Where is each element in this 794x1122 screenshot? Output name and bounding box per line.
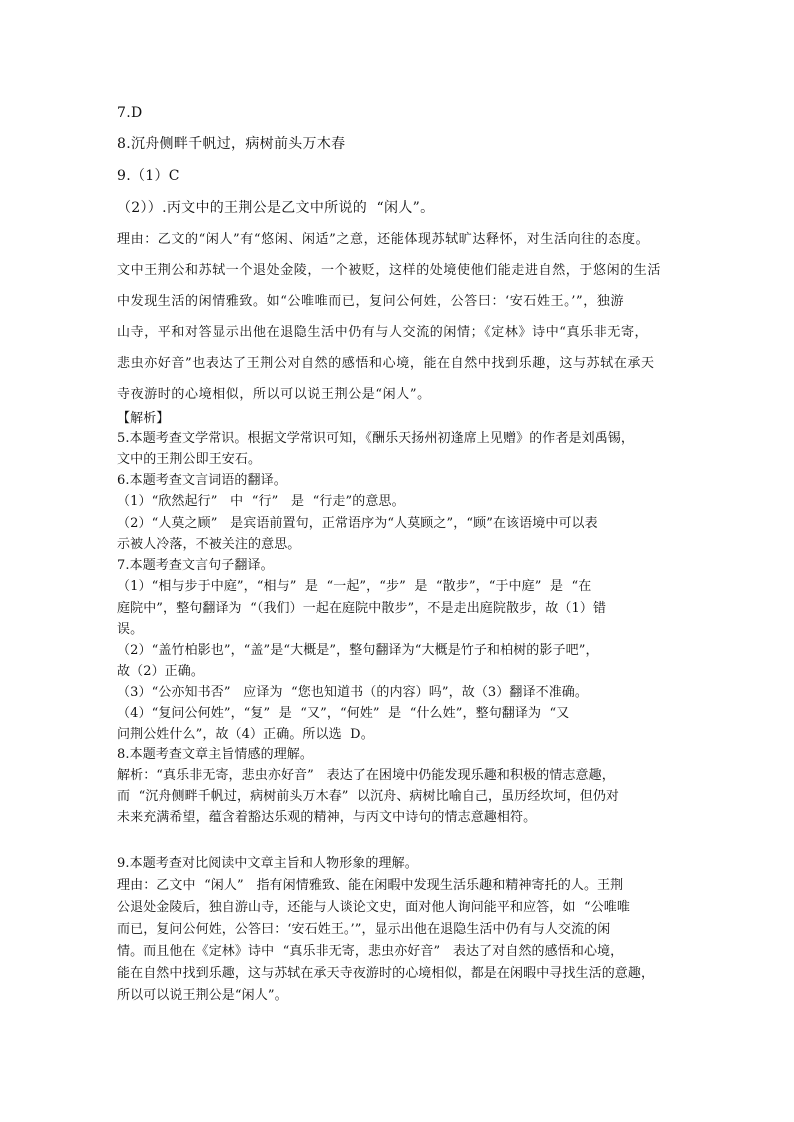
answer-8: 8.沉舟侧畔千帆过，病树前头万木春: [117, 136, 346, 152]
analysis-line: 故（2）正确。: [117, 664, 204, 679]
analysis-line: （1）“欣然起行” 中 “行” 是 “行走”的意思。: [117, 494, 405, 509]
analysis-line: 解析：“真乐非无寄，悲虫亦好音” 表达了在困境中仍能发现乐趣和积极的情志意趣，: [117, 768, 615, 783]
analysis-line: 庭院中”，整句翻译为 “（我们）一起在庭院中散步”，不是走出庭院散步，故（1）错: [117, 601, 607, 616]
analysis-line: （4）“复问公何姓”，“复” 是 “又”，“何姓” 是 “什么姓”，整句翻译为 “又: [117, 706, 570, 721]
analysis-line: 未来充满希望，蕴含着豁达乐观的精神，与丙文中诗句的情志意趣相符。: [117, 810, 537, 825]
analysis-9-line: 能在自然中找到乐趣，这与苏轼在承天寺夜游时的心境相似，都是在闲暇中寻找生活的意趣，: [117, 966, 655, 981]
analysis-9-line: 所以可以说王荆公是“闲人”。: [117, 988, 288, 1003]
analysis-line: （2）“人莫之顾” 是宾语前置句，正常语序为“人莫顾之”，“顾”在该语境中可以表: [117, 516, 598, 531]
analysis-9-line: 而已，复问公何姓，公答曰：‘安石姓王。’”，显示出他在退隐生活中仍有与人交流的闲: [117, 922, 611, 937]
analysis-line: 问荆公姓什么”，故（4）正确。所以选 D。: [117, 727, 374, 742]
analysis-line: 8.本题考查文章主旨情感的理解。: [117, 747, 314, 762]
analysis-9-line: 理由：乙文中 “闲人” 指有闲情雅致、能在闲暇中发现生活乐趣和精神寄托的人。王荆: [117, 878, 624, 893]
answer-7: 7.D: [117, 105, 143, 121]
answer-9-1: 9.（1）C: [117, 168, 180, 184]
answer-9-reason-line: 悲虫亦好音”也表达了王荆公对自然的感悟和心境，能在自然中找到乐趣，这与苏轼在承天: [117, 356, 655, 371]
answer-9-reason-line: 中发现生活的闲情雅致。如“公唯唯而已，复问公何姓，公答曰：‘安石姓王。’”，独游: [117, 294, 625, 309]
analysis-line: 文中的王荆公即王安石。: [117, 452, 262, 467]
analysis-9-line: 公退处金陵后，独自游山寺，还能与人谈论文史，面对他人询问能平和应答，如 “公唯唯: [117, 900, 631, 915]
answer-9-reason-line: 文中王荆公和苏轼一个退处金陵，一个被贬，这样的处境使他们能走进自然，于悠闲的生活: [117, 263, 662, 278]
analysis-heading: 【解析】: [117, 411, 170, 426]
answer-9-2: （2））.丙文中的王荆公是乙文中所说的 “闲人”。: [117, 200, 435, 216]
analysis-line: （2）“盖竹柏影也”，“盖”是“大概是”，整句翻译为“大概是竹子和柏树的影子吧”，: [117, 643, 599, 658]
analysis-9-line: 9.本题考查对比阅读中文章主旨和人物形象的理解。: [117, 856, 418, 871]
analysis-line: 6.本题考查文言词语的翻译。: [117, 473, 287, 488]
analysis-line: 7.本题考查文言句子翻译。: [117, 558, 274, 573]
answer-9-reason-line: 理由：乙文的“闲人”有“悠闲、闲适”之意，还能体现苏轼旷达释怀，对生活向往的态度。: [117, 232, 650, 247]
analysis-9-line: 情。而且他在《定林》诗中 “真乐非无寄，悲虫亦好音” 表达了对自然的感悟和心境，: [117, 944, 624, 959]
answer-9-reason-line: 山寺，平和对答显示出他在退隐生活中仍有与人交流的闲情；《定林》诗中“真乐非无寄，: [117, 325, 649, 340]
analysis-line: 5.本题考查文学常识。根据文学常识可知，《酬乐天扬州初逢席上见赠》的作者是刘禹锡，: [117, 431, 635, 446]
analysis-line: 示被人冷落，不被关注的意思。: [117, 537, 301, 552]
analysis-line: 误。: [117, 622, 144, 637]
analysis-line: 而 “沉舟侧畔千帆过，病树前头万木春” 以沉舟、病树比喻自己，虽历经坎坷，但仍对: [117, 789, 620, 804]
answer-9-reason-line: 寺夜游时的心境相似，所以可以说王荆公是“闲人”。: [117, 387, 431, 402]
analysis-line: （1）“相与步于中庭”，“相与” 是 “一起”，“步” 是 “散步”，“于中庭” 是 “在: [117, 579, 592, 594]
analysis-line: （3）“公亦知书否” 应译为 “您也知道书（的内容）吗”，故（3）翻译不准确。: [117, 685, 588, 700]
